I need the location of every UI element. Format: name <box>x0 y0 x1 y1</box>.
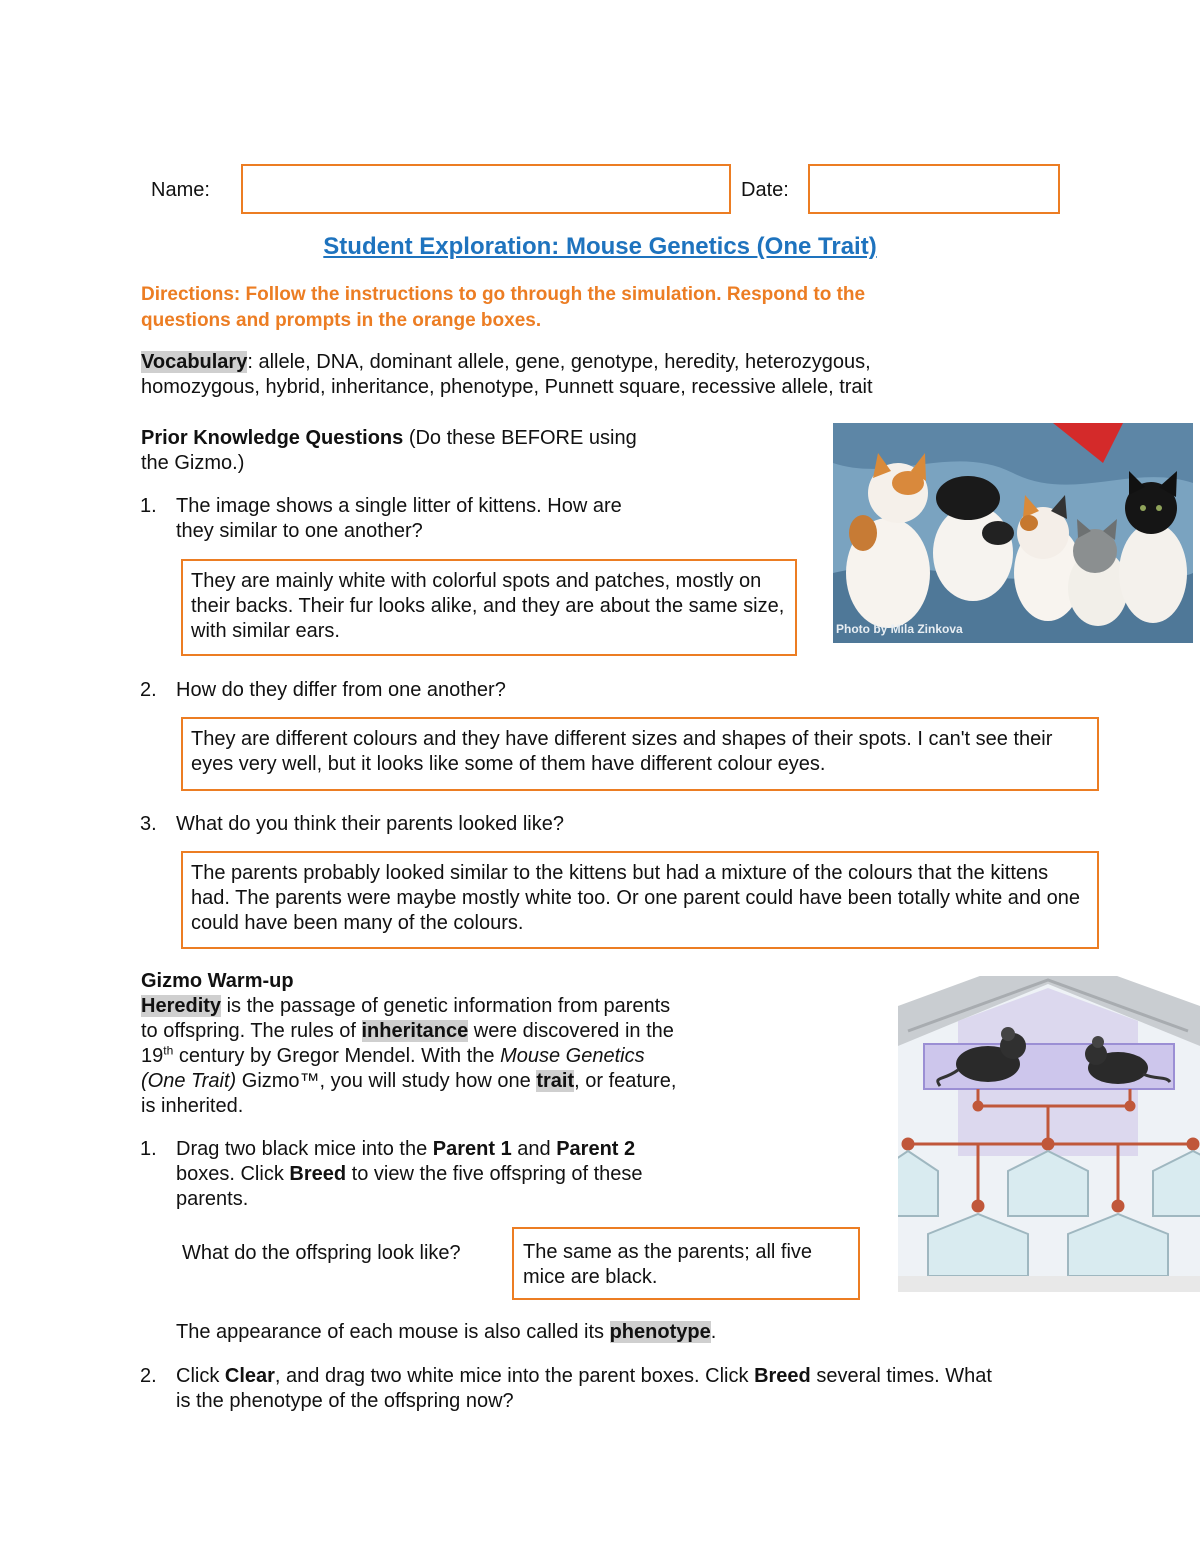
vocabulary-list-1: : allele, DNA, dominant allele, gene, genotype, heredity, heterozygous, <box>247 351 871 373</box>
step-1-question: What do the offspring look like? <box>182 1242 461 1264</box>
phenotype-note-text: The appearance of each mouse is also called its <box>176 1321 610 1343</box>
phenotype-note <box>176 1320 716 1345</box>
step-1-text-d: parents. <box>176 1188 249 1210</box>
prior-knowledge-note-1: (Do these BEFORE using <box>403 427 637 449</box>
step-2-text <box>176 1364 1076 1414</box>
gizmo-illustration <box>898 976 1200 1292</box>
warmup-text-3: were discovered in the <box>468 1020 674 1042</box>
breed-term: Breed <box>289 1163 347 1185</box>
question-2-number: 2. <box>140 679 157 701</box>
vocabulary-label: Vocabulary <box>141 351 248 373</box>
clear-term: Clear <box>224 1365 275 1387</box>
question-2-answer[interactable]: They are different colours and they have different sizes and shapes of their spots. I can't see their eyes very well, but it looks like some of them have different colour eyes. <box>181 717 1099 791</box>
parent-2-term: Parent 2 <box>556 1138 636 1160</box>
prior-knowledge-title: Prior Knowledge Questions <box>141 427 404 449</box>
step-2-text-c: several times. What <box>810 1365 992 1387</box>
parent-1-term: Parent 1 <box>432 1138 512 1160</box>
warmup-text-6: , or feature, <box>574 1070 677 1092</box>
kittens-photo <box>833 423 1193 643</box>
step-1-text-a: Drag two black mice into the <box>176 1138 433 1160</box>
question-1-line-2: they similar to one another? <box>176 520 423 542</box>
directions-line-2: questions and prompts in the orange boxes. <box>141 310 542 331</box>
phenotype-note-end: . <box>710 1321 717 1343</box>
gizmo-name-1: Mouse Genetics <box>500 1045 645 1067</box>
vocabulary <box>141 350 1041 400</box>
question-2-text: How do they differ from one another? <box>176 679 506 701</box>
date-label: Date: <box>741 179 789 201</box>
step-1-answer[interactable]: The same as the parents; all five mice are black. <box>512 1227 860 1300</box>
directions <box>141 282 1041 334</box>
name-label: Name: <box>151 179 210 201</box>
question-1-text <box>176 494 696 544</box>
step-2-text-d: is the phenotype of the offspring now? <box>176 1390 514 1412</box>
warmup-heading: Gizmo Warm-up <box>141 970 294 992</box>
step-1-number: 1. <box>140 1138 157 1160</box>
gizmo-name-2: (One Trait) <box>141 1070 237 1092</box>
warmup-text-2: to offspring. The rules of <box>141 1020 362 1042</box>
warmup-century-suffix: th <box>163 1043 174 1058</box>
question-1-answer[interactable]: They are mainly white with colorful spots and patches, mostly on their backs. Their fur looks alike, and they are about the same size, with similar ears. <box>181 559 797 656</box>
photo-credit: Photo by Mila Zinkova <box>836 622 963 636</box>
inheritance-term: inheritance <box>361 1020 469 1042</box>
step-1-text-b: boxes. Click <box>176 1163 290 1185</box>
warmup-text-7: is inherited. <box>141 1095 244 1117</box>
directions-line-1: Directions: Follow the instructions to go through the simulation. Respond to the <box>141 284 866 305</box>
question-1-number: 1. <box>140 495 157 517</box>
question-3-answer[interactable]: The parents probably looked similar to the kittens but had a mixture of the colours that the kittens had. The parents were maybe mostly white too. Or one parent could have been totally white and one could have been many of the colours. <box>181 851 1099 949</box>
vocabulary-list-2: homozygous, hybrid, inheritance, phenotype, Punnett square, recessive allele, trait <box>141 376 873 398</box>
breed-term-2: Breed <box>754 1365 811 1387</box>
prior-knowledge-note-2: the Gizmo.) <box>141 452 245 474</box>
name-field[interactable] <box>241 164 731 214</box>
step-1-and: and <box>511 1138 557 1160</box>
step-1-text-c: to view the five offspring of these <box>346 1163 643 1185</box>
warmup-text-4: century by Gregor Mendel. With the <box>173 1045 501 1067</box>
heredity-term: Heredity <box>141 995 222 1017</box>
kittens-illustration <box>833 423 1193 643</box>
trait-term: trait <box>536 1070 575 1092</box>
question-3-number: 3. <box>140 813 157 835</box>
question-3-text: What do you think their parents looked like? <box>176 813 564 835</box>
question-1-line-1: The image shows a single litter of kittens. How are <box>176 495 622 517</box>
warmup-text-1: is the passage of genetic information from parents <box>221 995 671 1017</box>
step-2-text-b: , and drag two white mice into the parent boxes. Click <box>274 1365 755 1387</box>
warmup-section <box>141 969 731 1119</box>
mouse-house-diagram <box>898 976 1200 1292</box>
page-title: Student Exploration: Mouse Genetics (One Trait) <box>323 233 877 260</box>
step-2-number: 2. <box>140 1365 157 1387</box>
phenotype-term: phenotype <box>609 1321 711 1343</box>
prior-knowledge-heading <box>141 426 701 476</box>
step-2-text-a: Click <box>176 1365 225 1387</box>
step-1-text <box>176 1137 736 1212</box>
warmup-text-5: Gizmo™, you will study how one <box>236 1070 537 1092</box>
warmup-century: 19 <box>141 1045 164 1067</box>
date-field[interactable] <box>808 164 1060 214</box>
